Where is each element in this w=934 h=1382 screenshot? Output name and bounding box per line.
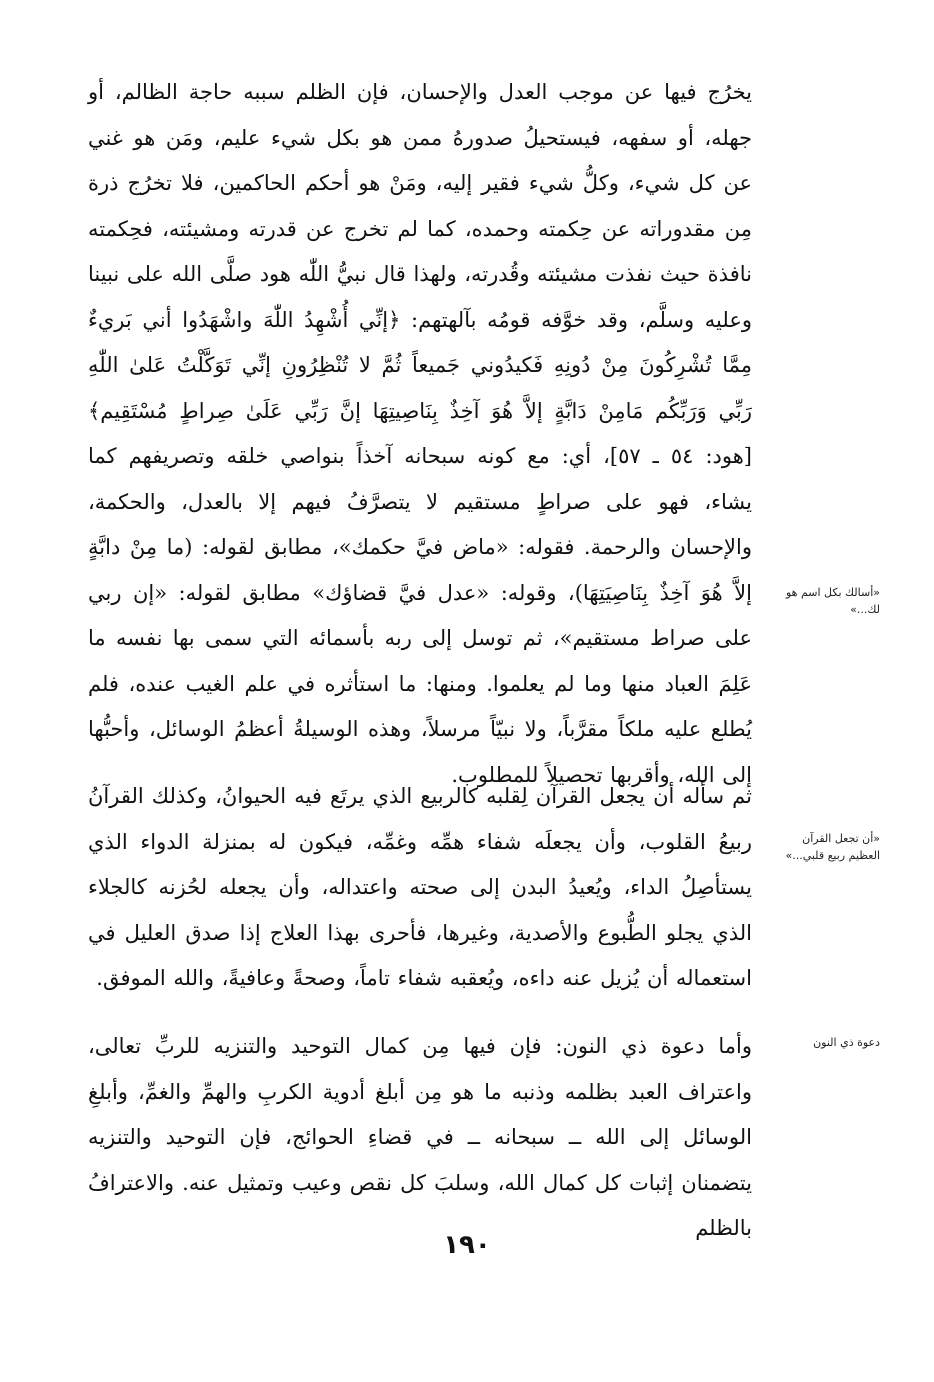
paragraph-justice-and-names: يخرُج فيها عن موجب العدل والإحسان، فإن الظلم سببه حاجة الظالم، أو جهله، أو سفهه، فيستحيلُ صدورهُ ممن هو بكل شيء عليم، ومَن هو غني عن كل شيء، وكلُّ شيء فقير إليه، ومَنْ هو أحكم الحاكمين، فلا تخرُج ذرة مِن مقدوراته عن حِكمته وحمده، كما لم تخرج عن قدرته ومشيئته، فحِكمته نافذة حيث نفذت مشيئته وقُدرته، ولهذا قال نبيُّ اللّٰه هود صلَّى الله على نبينا وعليه وسلَّم، وقد خوَّفه قومُه بآلهتهم: ﴿إنِّي أُشْهِدُ اللّٰهَ واشْهَدُوا أني بَريءٌ مِمَّا تُشْرِكُونَ مِنْ دُونِهِ فَكيدُوني جَميعاً ثُمَّ لا تُنْظِرُونِ إنِّي تَوَكَّلْتُ عَلىٰ اللّٰهِ رَبِّي وَرَبِّكُم مَامِنْ دَابَّةٍ إلاَّ هُوَ آخِذٌ بِنَاصِيتِهَا إنَّ رَبِّي عَلَىٰ صِراطٍ مُسْتَقِيم﴾ [هود: ٥٤ ـ ٥٧]، أي: مع كونه سبحانه آخذاً بنواصي خلقه وتصريفهم كما يشاء، فهو على صراطٍ مستقيم لا يتصرَّفُ فيهم إلا بالعدل، والحكمة، والإحسان والرحمة. فقوله: «ماض فيَّ حكمك»، مطابق لقوله: (ما مِنْ دابَّةٍ إلاَّ هُوَ آخِذٌ بِنَاصِيَتِهَا)، وقوله: «عدل فيَّ قضاؤك» مطابق لقوله: «إن ربي على صراط مستقيم»، ثم توسل إلى ربه بأسمائه التي سمى بها نفسه ما عَلِمَ العباد منها وما لم يعلموا. ومنها: ما استأثره في علم الغيب عنده، فلم يُطلع عليه ملكاً مقرَّباً، ولا نبيّاً مرسلاً، وهذه الوسيلةُ أعظمُ الوسائل، وأحبُّها إلى الله، وأقربها تحصيلاً للمطلوب. [88,80,752,787]
margin-note-names: «أسالك بكل اسم هو لك...» [785,586,880,616]
paragraph-dhun-nun-supplication: وأما دعوة ذي النون: فإن فيها مِن كمال التوحيد والتنزيه للربِّ تعالى، واعتراف العبد بظلمه وذنبه ما هو مِن أبلغ أدوية الكربِ والهمِّ والغمِّ، وأبلغِ الوسائل إلى الله ــ سبحانه ــ في قضاءِ الحوائج، فإن التوحيد والتنزيه يتضمنان إثبات كل كمال الله، وسلبَ كل نقص وعيب وتمثيل عنه. والاعترافُ بالظلم [88,1034,752,1240]
page-number: ١٩٠ [443,1230,491,1260]
margin-note-dhun-nun: دعوة ذي النون [813,1036,880,1049]
paragraph-quran-spring: ثم سأله أن يجعل القرآن لِقلبه كالربيع الذي يرتَع فيه الحيوانُ، وكذلك القرآنُ ربيعُ القلوب، وأن يجعلَه شفاء همِّه وغمِّه، فيكون له بمنزلة الدواء الذي يستأصِلُ الداء، ويُعيدُ البدن إلى صحته واعتداله، وأن يجعله لحُزنه كالجلاء الذي يجلو الطُّبوع والأصدية، وغيرها، فأحرى بهذا العلاج إذا صدق العليل في استعماله أن يُزيل عنه داءه، ويُعقبه شفاء تاماً، وصحةً وعافيةً، والله الموفق. [88,784,752,990]
margin-note-quran-spring: «أن تجعل القرآن العظيم ربيع قلبي...» [785,832,880,862]
